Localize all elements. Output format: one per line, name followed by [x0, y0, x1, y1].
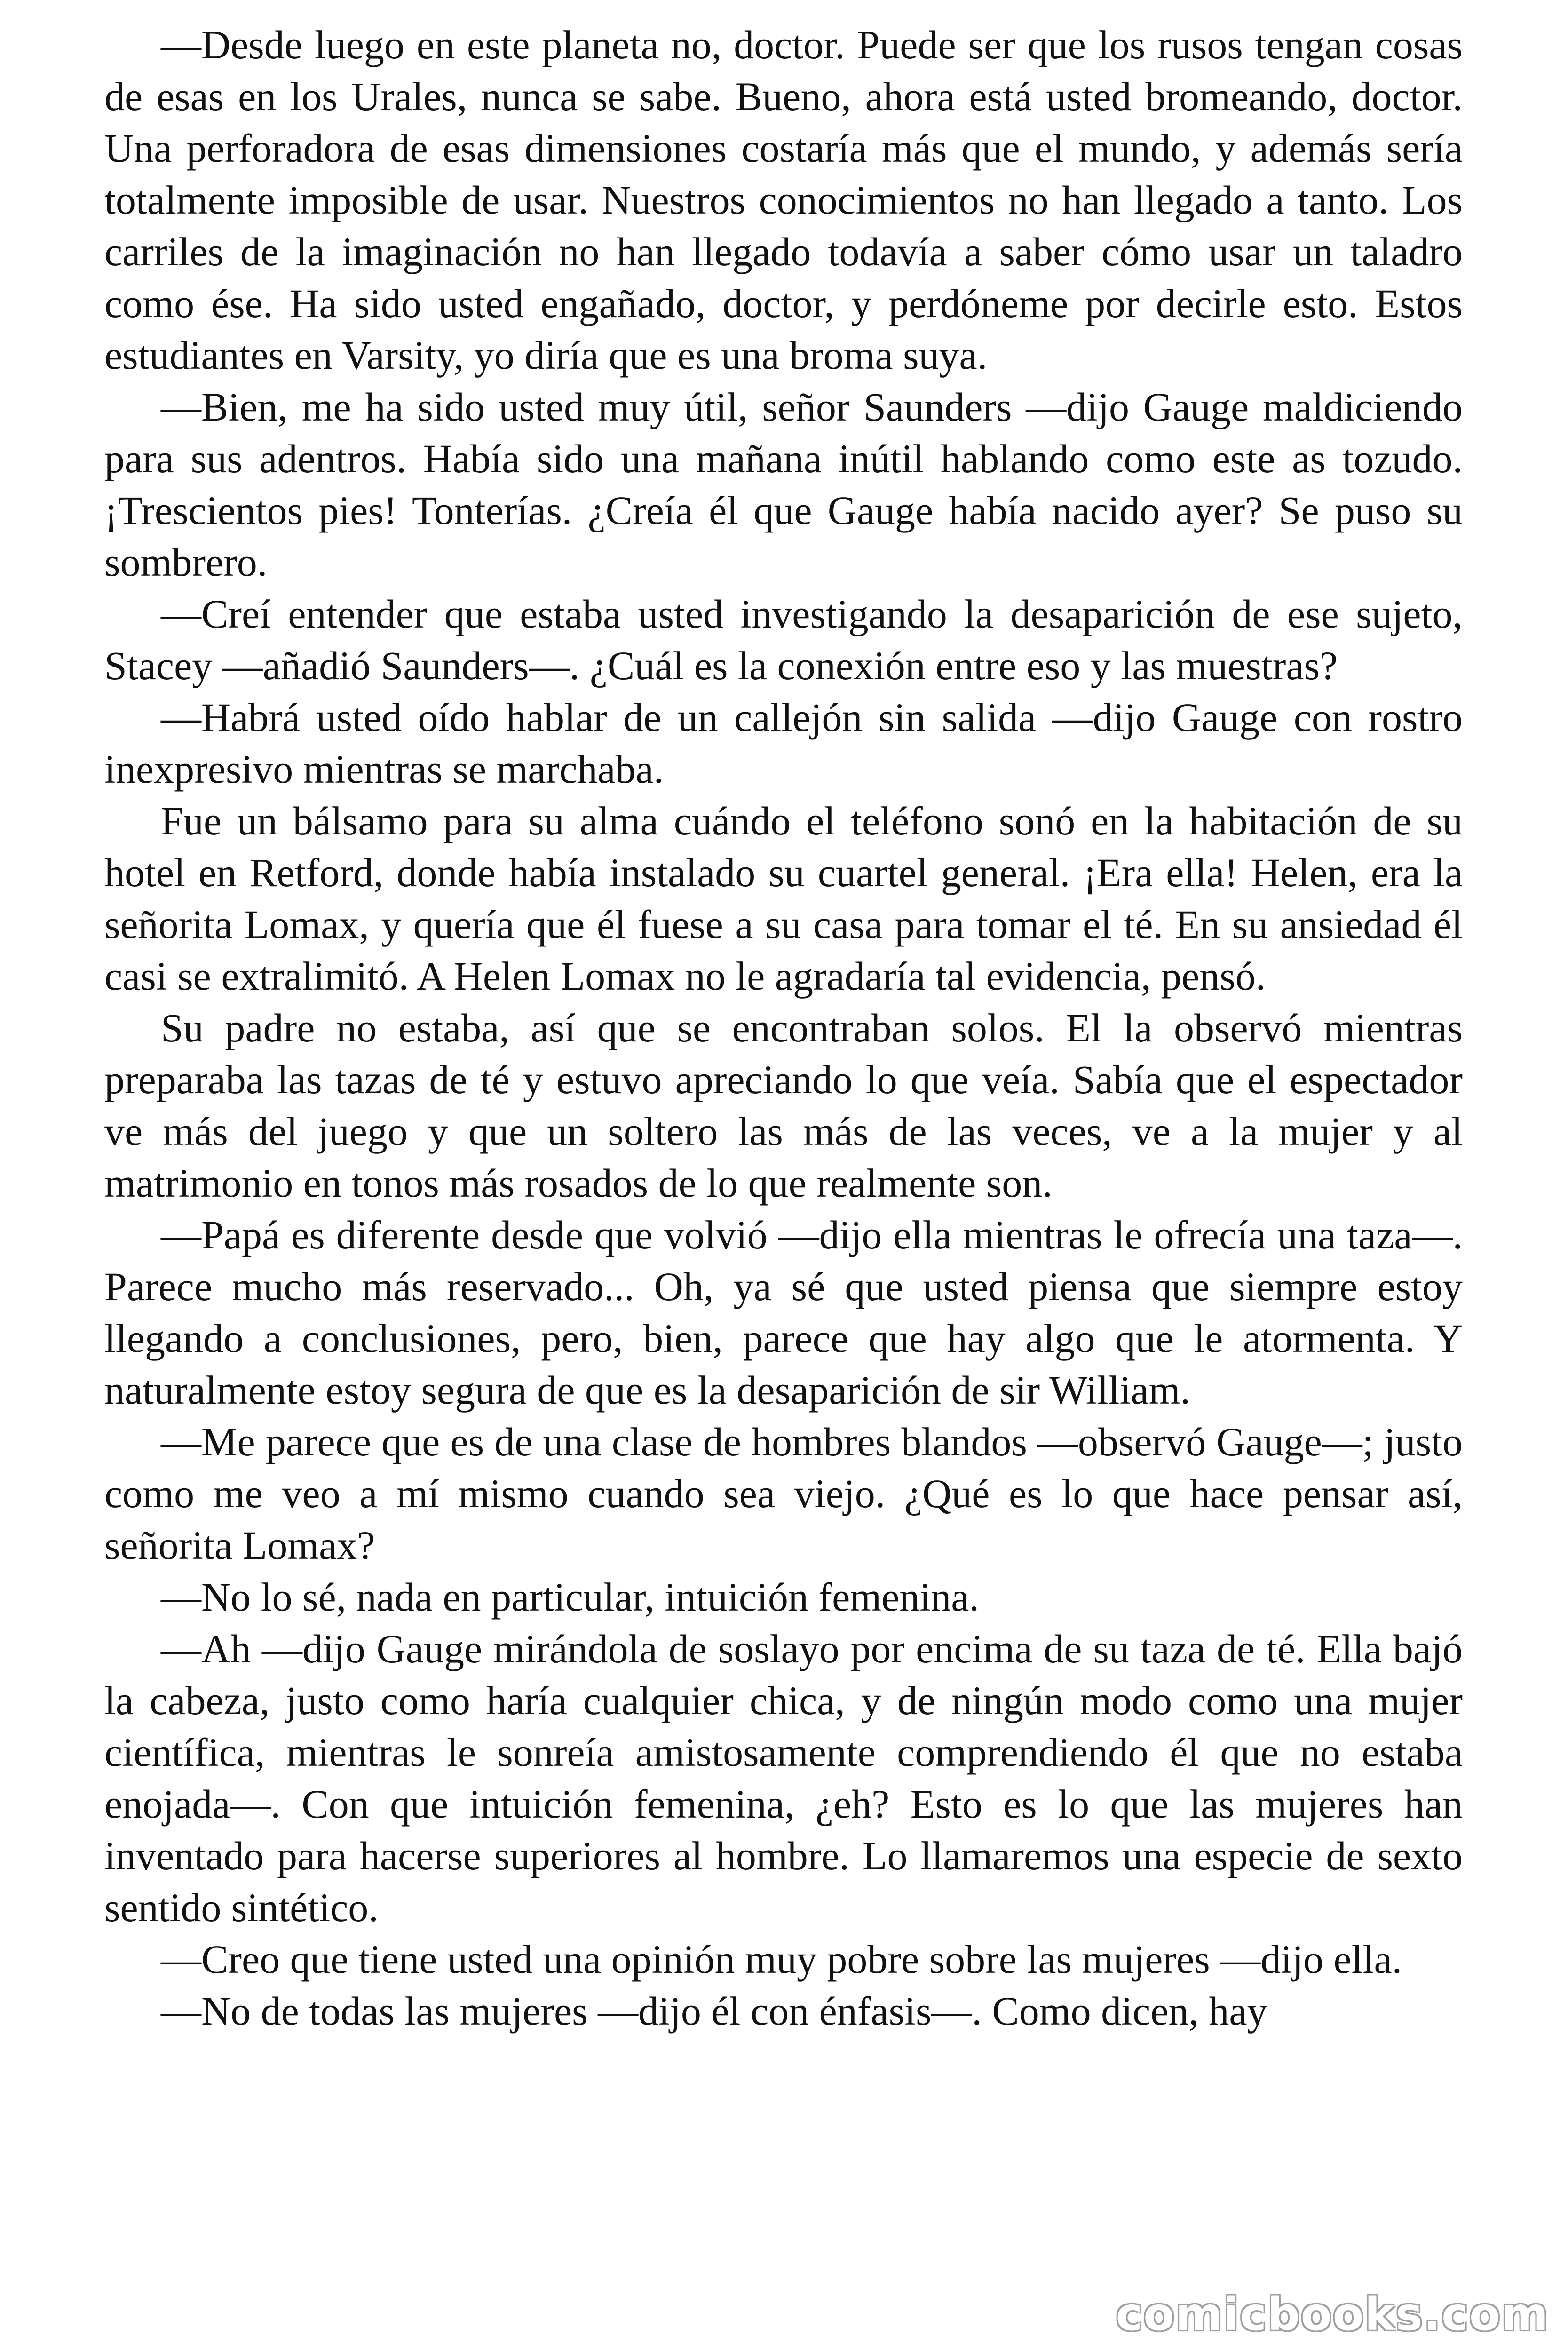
paragraph-12: —No de todas las mujeres —dijo él con énfasis—. Como dicen, hay: [161, 1988, 1267, 2034]
paragraph-10: —Ah —dijo Gauge mirándola de soslayo por encima de su taza de té. Ella bajó la cabeza, justo como haría cualquier chica, y de ningún modo como una mujer científica, mientras le sonreía amistosamente comprendiendo él que no estaba enojada—. Con que intuición femenina, ¿eh? Esto es lo que las mujeres han inventado para hacerse superiores al hombre. Lo llamaremos una especie de sexto sentido sintético.: [104, 1626, 1463, 1930]
paragraph-6: Su padre no estaba, así que se encontraban solos. El la observó mientras preparaba las tazas de té y estuvo apreciando lo que veía. Sabía que el espectador ve más del juego y que un soltero las más de las veces, ve a la mujer y al matrimonio en tonos más rosados de lo que realmente son.: [104, 1005, 1463, 1206]
paragraph-8: —Me parece que es de una clase de hombres blandos —observó Gauge—; justo como me veo a mí mismo cuando sea viejo. ¿Qué es lo que hace pensar así, señorita Lomax?: [104, 1419, 1463, 1568]
body-text: [104, 19, 1463, 2037]
paragraph-5: Fue un bálsamo para su alma cuándo el teléfono sonó en la habitación de su hotel en Retford, donde había instalado su cuartel general. ¡Era ella! Helen, era la señorita Lomax, y quería que él fuese a su casa para tomar el té. En su ansiedad él casi se extralimitó. A Helen Lomax no le agradaría tal evidencia, pensó.: [104, 798, 1463, 999]
paragraph-7: —Papá es diferente desde que volvió —dijo ella mientras le ofrecía una taza—. Parece mucho más reservado... Oh, ya sé que usted piensa que siempre estoy llegando a conclusiones, pero, bien, parece que hay algo que le atormenta. Y naturalmente estoy segura de que es la desaparición de sir William.: [104, 1212, 1463, 1413]
watermark-logo: comicbooks.com: [1116, 2288, 1549, 2341]
paragraph-4: —Habrá usted oído hablar de un callejón sin salida —dijo Gauge con rostro inexpresivo mientras se marchaba.: [104, 695, 1463, 792]
paragraph-3: —Creí entender que estaba usted investigando la desaparición de ese sujeto, Stacey —añadió Saunders—. ¿Cuál es la conexión entre eso y las muestras?: [104, 591, 1463, 688]
paragraph-2: —Bien, me ha sido usted muy útil, señor Saunders —dijo Gauge maldiciendo para sus adentros. Había sido una mañana inútil hablando como este as tozudo. ¡Trescientos pies! Tonterías. ¿Creía él que Gauge había nacido ayer? Se puso su sombrero.: [104, 384, 1463, 585]
paragraph-11: —Creo que tiene usted una opinión muy pobre sobre las mujeres —dijo ella.: [161, 1937, 1402, 1982]
paragraph-1: —Desde luego en este planeta no, doctor. Puede ser que los rusos tengan cosas de esas en los Urales, nunca se sabe. Bueno, ahora está usted bromeando, doctor. Una perforadora de esas dimensiones costaría más que el mundo, y además sería totalmente imposible de usar. Nuestros conocimientos no han llegado a tanto. Los carriles de la imaginación no han llegado todavía a saber cómo usar un taladro como ése. Ha sido usted engañado, doctor, y perdóneme por decirle esto. Estos estudiantes en Varsity, yo diría que es una broma suya.: [104, 22, 1463, 378]
paragraph-9: —No lo sé, nada en particular, intuición femenina.: [161, 1574, 979, 1620]
